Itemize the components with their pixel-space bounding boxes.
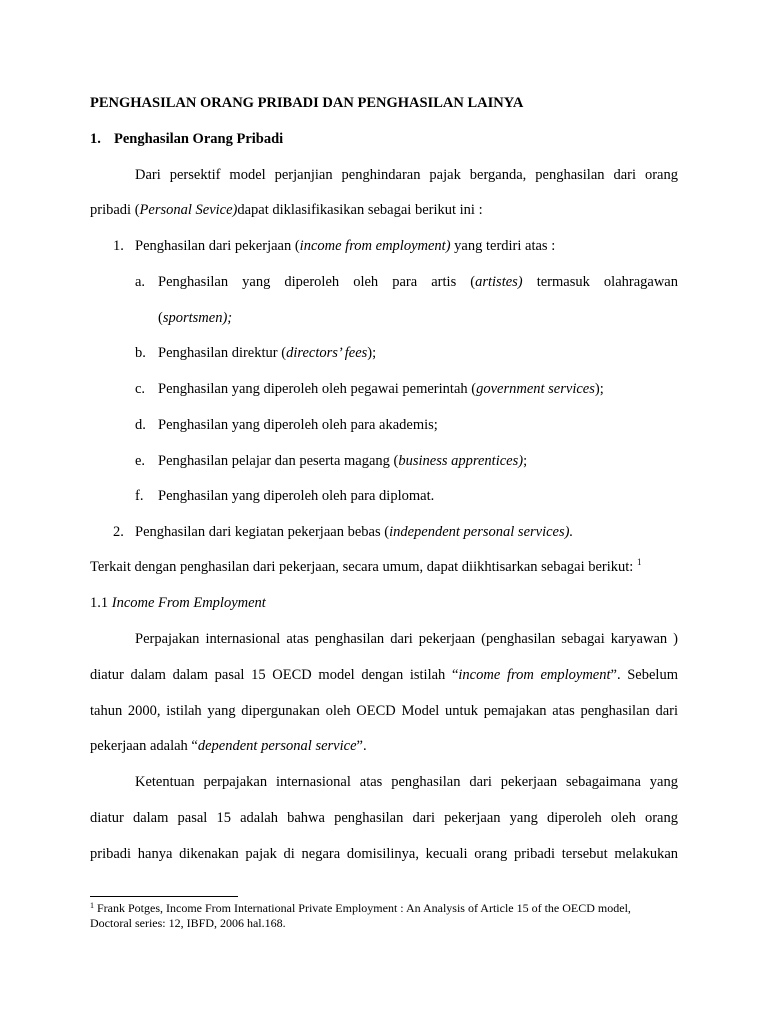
footnote-reference[interactable]: 1: [636, 557, 642, 567]
section-number: 1.: [90, 131, 101, 147]
sub-item-f: f. Penghasilan yang diperoleh oleh para diplomat.: [135, 488, 435, 504]
sub-item-a-marker: a.: [135, 274, 146, 290]
para1-line-1: Perpajakan internasional atas penghasilan dari pekerjaan (penghasilan sebagai karyawan ): [135, 631, 678, 647]
footnote-marker: 1: [90, 901, 94, 910]
sub-item-e: e. Penghasilan pelajar dan peserta magang (business apprentices);: [135, 453, 528, 469]
para1-line-4: pekerjaan adalah “dependent personal service”.: [90, 738, 367, 754]
list-item-2: 2. Penghasilan dari kegiatan pekerjaan bebas (independent personal services).: [113, 524, 574, 540]
sub-item-marker: d.: [135, 417, 146, 433]
subsection-number: 1.1: [90, 595, 112, 611]
sub-item-a-line-1: Penghasilan yang diperoleh oleh para artis (artistes) termasuk olahragawan: [158, 274, 678, 290]
sub-item-marker: c.: [135, 381, 146, 397]
subsection-title: Income From Employment: [111, 595, 266, 611]
intro-line-1: Dari persektif model perjanjian penghindaran pajak berganda, penghasilan dari orang: [135, 167, 678, 183]
para2-line-1: Ketentuan perpajakan internasional atas penghasilan dari pekerjaan sebagaimana yang: [135, 774, 678, 790]
footnote-separator: [90, 896, 238, 897]
sub-item-d: d. Penghasilan yang diperoleh oleh para akademis;: [135, 417, 438, 433]
list-item-1: 1. Penghasilan dari pekerjaan (income from employment) yang terdiri atas :: [113, 238, 556, 254]
para1-line-3: tahun 2000, istilah yang dipergunakan oleh OECD Model untuk pemajakan atas penghasilan dari: [90, 703, 678, 719]
footnote-line-1: $^1$ Frank Potges, Income From International Private Employment : An Analysis of Article 15 of the OECD model,: [90, 901, 631, 915]
section-title: Penghasilan Orang Pribadi: [114, 131, 284, 147]
para2-line-3: pribadi hanya dikenakan pajak di negara domisilinya, kecuali orang pribadi tersebut melakukan: [90, 846, 678, 862]
sub-item-marker: e.: [135, 453, 146, 469]
list-number: 2.: [113, 524, 124, 540]
list-number: 1.: [113, 238, 124, 254]
summary-line: Terkait dengan penghasilan dari pekerjaan, secara umum, dapat diikhtisarkan sebagai berikut: $^1$: [90, 557, 642, 575]
sub-item-a-line-2: (sportsmen);: [158, 310, 233, 326]
para1-line-2: diatur dalam dalam pasal 15 OECD model dengan istilah “income from employment”. Sebelum: [90, 667, 678, 683]
section-heading: [90, 130, 283, 148]
sub-item-c: c. Penghasilan yang diperoleh oleh pegawai pemerintah (government services);: [135, 381, 604, 397]
intro-line-2: pribadi (Personal Sevice)dapat diklasifikasikan sebagai berikut ini :: [90, 202, 483, 218]
sub-item-b: b. Penghasilan direktur (directors’ fees);: [135, 345, 377, 361]
document-title: PENGHASILAN ORANG PRIBADI DAN PENGHASILAN LAINYA: [90, 95, 524, 111]
sub-item-marker: b.: [135, 345, 146, 361]
sub-item-marker: f.: [135, 488, 144, 504]
subsection-heading: [90, 594, 266, 612]
footnote-line-2: Doctoral series: 12, IBFD, 2006 hal.168.: [90, 916, 286, 930]
para2-line-2: diatur dalam pasal 15 adalah bahwa penghasilan dari pekerjaan yang diperoleh oleh orang: [90, 810, 678, 826]
footnote: [90, 901, 680, 931]
